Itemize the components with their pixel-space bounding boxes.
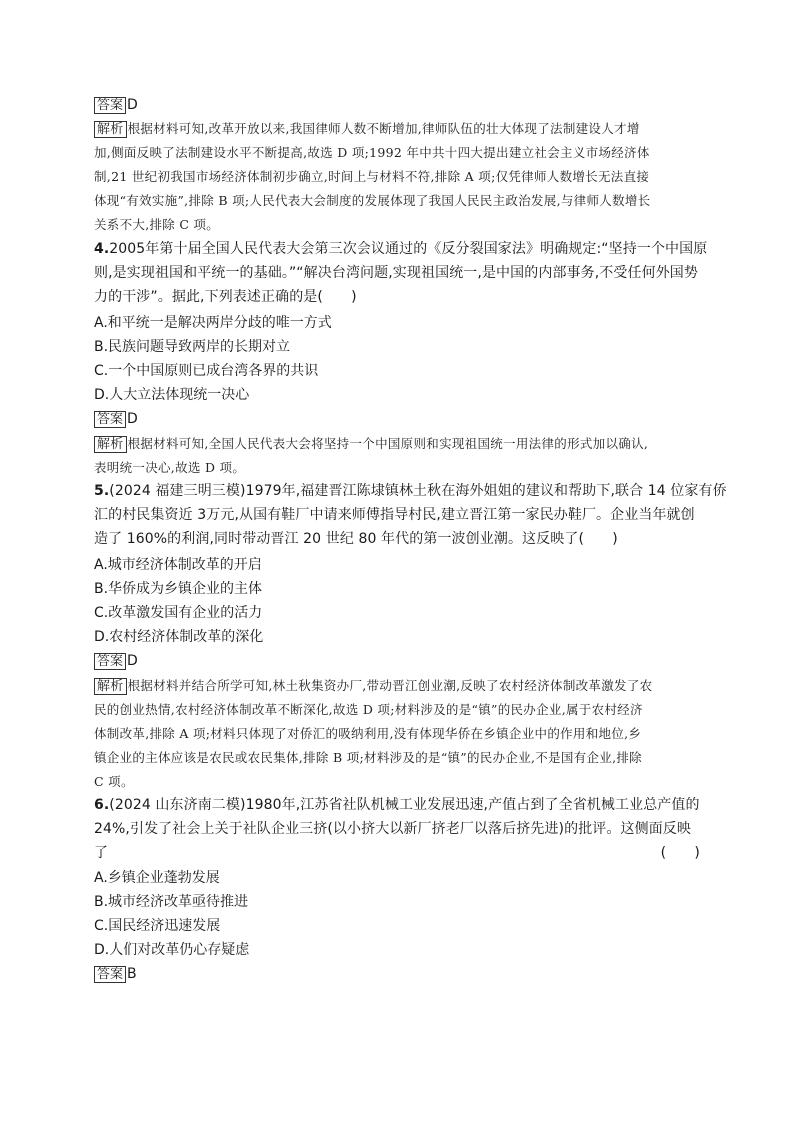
analysis-line: 加,侧面反映了法制建设水平不断提高,故选 D 项;1992 年中共十四大提出建立社会主义市场经济体 <box>94 145 650 160</box>
question-4-line: 力的干涉”。据此,下列表述正确的是( ) <box>94 289 357 305</box>
question-5-line: 造了 160%的利润,同时带动晋江 20 世纪 80 年代的第一波创业潮。这反映了( ) <box>94 531 618 547</box>
option-b[interactable]: B.民族问题导致两岸的长期对立 <box>94 339 291 355</box>
option-d[interactable]: D.人们对改革仍心存疑虑 <box>94 942 250 958</box>
answer-tag: 答案 <box>94 411 126 428</box>
question-number: 5. <box>94 483 110 499</box>
question-4-line: 4.2005年第十届全国人民代表大会第三次会议通过的《反分裂国家法》明确规定:“坚持一个中国原 <box>94 241 708 257</box>
answer-blank: ( ) <box>660 845 700 861</box>
question-6-line: 6.(2024 山东济南二模)1980年,江苏省社队机械工业发展迅速,产值占到了全省机械工业总产值的 <box>94 797 700 813</box>
option-c[interactable]: C.一个中国原则已成台湾各界的共识 <box>94 363 319 379</box>
analysis-line: 民的创业热情,农村经济体制改革不断深化,故选 D 项;材料涉及的是“镇”的民办企业,属于农村经济 <box>94 702 643 717</box>
answer-tag: 答案 <box>94 97 126 114</box>
option-a[interactable]: A.和平统一是解决两岸分歧的唯一方式 <box>94 315 332 331</box>
analysis-line: C 项。 <box>94 774 134 789</box>
question-5-line: 5.(2024 福建三明三模)1979年,福建晋江陈埭镇林土秋在海外姐姐的建议和帮助下,联合 14 位家有侨 <box>94 483 727 499</box>
answer-tag: 答案 <box>94 653 126 670</box>
option-a[interactable]: A.城市经济体制改革的开启 <box>94 557 262 573</box>
question-6-line: 24%,引发了社会上关于社队企业三挤(以小挤大以新厂挤老厂以落后挤先进)的批评。这侧面反映 <box>94 821 691 837</box>
answer-row <box>94 965 137 983</box>
question-4-line: 则,是实现祖国和平统一的基础。”“解决台湾问题,实现祖国统一,是中国的内部事务,不受任何外国势 <box>94 265 699 281</box>
option-d[interactable]: D.人大立法体现统一决心 <box>94 387 250 403</box>
analysis-line: 解析 根据材料可知,全国人民代表大会将坚持一个中国原则和实现祖国统一用法律的形式加以确认, <box>94 435 648 453</box>
option-d[interactable]: D.农村经济体制改革的深化 <box>94 629 264 645</box>
option-a[interactable]: A.乡镇企业蓬勃发展 <box>94 870 220 886</box>
answer-value: D <box>127 411 138 427</box>
analysis-tag: 解析 <box>94 436 127 453</box>
answer-value: D <box>127 97 138 113</box>
question-5-line: 汇的村民集资近 3万元,从国有鞋厂中请来师傅指导村民,建立晋江第一家民办鞋厂。企业当年就创 <box>94 507 695 523</box>
analysis-line: 解析 根据材料可知,改革开放以来,我国律师人数不断增加,律师队伍的壮大体现了法制建设人才增 <box>94 120 640 138</box>
option-b[interactable]: B.华侨成为乡镇企业的主体 <box>94 581 263 597</box>
analysis-tag: 解析 <box>94 678 127 695</box>
analysis-tag: 解析 <box>94 121 127 138</box>
analysis-line: 制,21 世纪初我国市场经济体制初步确立,时间上与材料不符,排除 A 项;仅凭律师人数增长无法直接 <box>94 169 650 184</box>
analysis-line: 镇企业的主体应该是农民或农民集体,排除 B 项;材料涉及的是“镇”的民办企业,不是国有企业,排除 <box>94 750 642 765</box>
question-6-line: 了 ( ) <box>94 845 700 861</box>
analysis-line: 体制改革,排除 A 项;材料只体现了对侨汇的吸纳利用,没有体现华侨在乡镇企业中的作用和地位,乡 <box>94 726 642 741</box>
answer-row <box>94 96 138 114</box>
option-b[interactable]: B.城市经济改革亟待推进 <box>94 894 249 910</box>
answer-value: B <box>127 966 137 982</box>
question-number: 6. <box>94 797 110 813</box>
option-c[interactable]: C.国民经济迅速发展 <box>94 918 221 934</box>
answer-value: D <box>127 653 138 669</box>
answer-row <box>94 652 138 670</box>
answer-tag: 答案 <box>94 966 126 983</box>
analysis-line: 解析 根据材料并结合所学可知,林土秋集资办厂,带动晋江创业潮,反映了农村经济体制改革激发了农 <box>94 677 652 695</box>
analysis-line: 表明统一决心,故选 D 项。 <box>94 460 246 475</box>
option-c[interactable]: C.改革激发国有企业的活力 <box>94 605 263 621</box>
answer-row <box>94 410 138 428</box>
analysis-line: 体现“有效实施”,排除 B 项;人民代表大会制度的发展体现了我国人民民主政治发展,与律师人数增长 <box>94 193 651 208</box>
analysis-line: 关系不大,排除 C 项。 <box>94 217 220 232</box>
question-number: 4. <box>94 241 110 257</box>
